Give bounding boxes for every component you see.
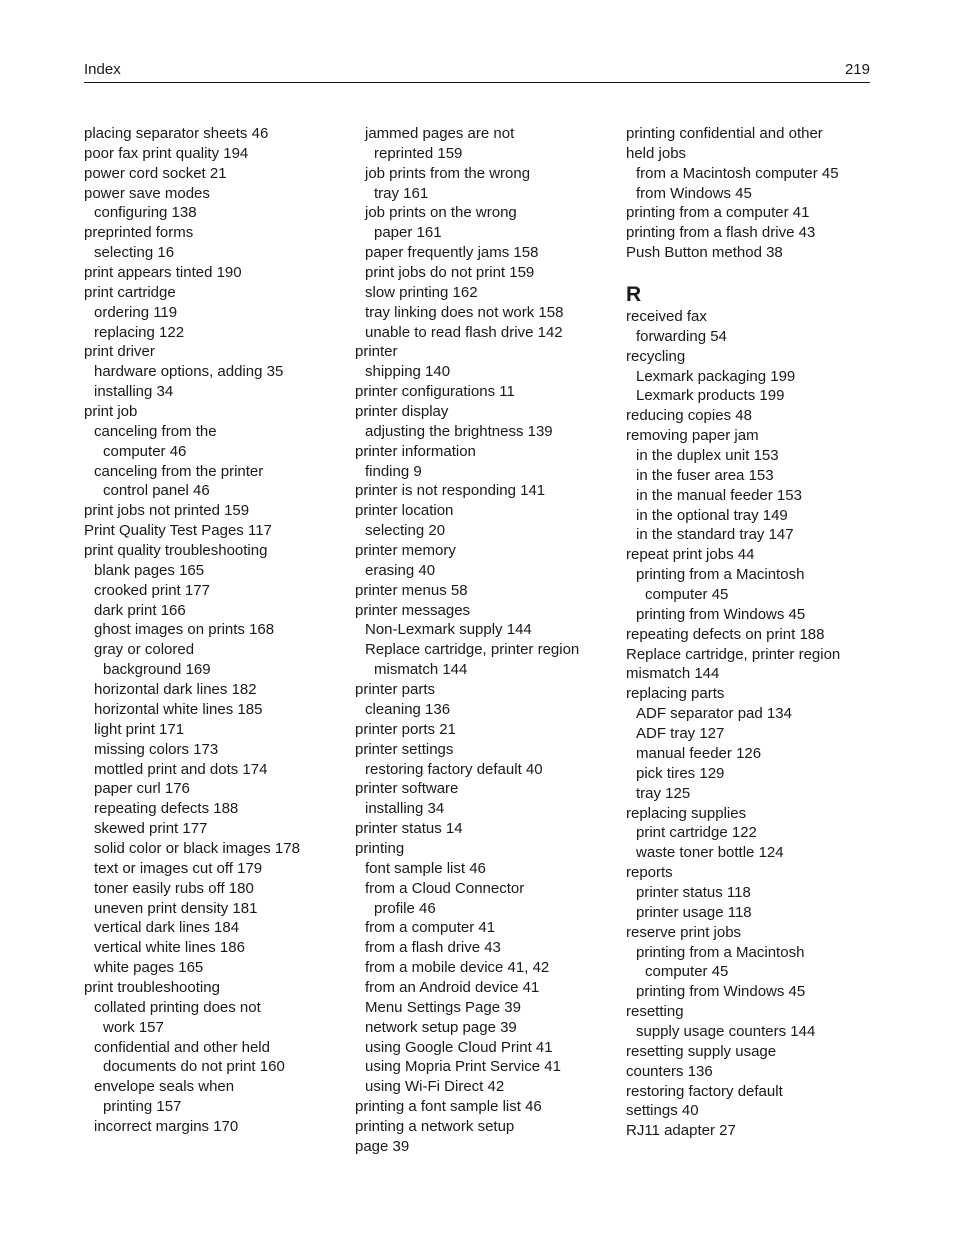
index-subentry: hardware options, adding 35 <box>94 363 284 381</box>
index-subentry: Replace cartridge, printer region <box>365 641 580 659</box>
index-entry: printing from a flash drive 43 <box>626 224 816 242</box>
index-subentry: cleaning 136 <box>365 700 451 718</box>
index-subentry: in the duplex unit 153 <box>636 447 779 465</box>
index-subentry: text or images cut off 179 <box>94 859 263 877</box>
index-subentry: shipping 140 <box>365 363 451 381</box>
index-entry: printer messages <box>355 601 471 619</box>
index-subentry: network setup page 39 <box>365 1018 517 1036</box>
index-subentry: blank pages 165 <box>94 561 205 579</box>
index-subentry: in the manual feeder 153 <box>636 486 802 504</box>
index-subentry: crooked print 177 <box>94 581 210 599</box>
index-subentry: font sample list 46 <box>365 859 486 877</box>
index-subentry: vertical white lines 186 <box>94 939 245 957</box>
index-subentry: forwarding 54 <box>636 327 727 345</box>
index-subentry: manual feeder 126 <box>636 744 762 762</box>
index-subentry: computer 45 <box>645 963 729 981</box>
section-title: Index <box>84 61 121 78</box>
index-entry: power save modes <box>84 184 210 202</box>
index-entry: print cartridge <box>84 283 176 301</box>
index-subentry: from a Cloud Connector <box>365 879 525 897</box>
index-entry: printer parts <box>355 681 436 699</box>
index-entry: printing <box>355 839 405 857</box>
index-subentry: Non-Lexmark supply 144 <box>365 621 532 639</box>
index-entry: replacing supplies <box>626 804 747 822</box>
index-subentry: job prints from the wrong <box>365 164 531 182</box>
index-entry: printer configurations 11 <box>355 383 515 401</box>
index-entry: Push Button method 38 <box>626 244 783 262</box>
index-subentry: envelope seals when <box>94 1078 235 1096</box>
index-entry: printer display <box>355 403 449 421</box>
index-subentry: from a Macintosh computer 45 <box>636 164 839 182</box>
index-subentry: ADF tray 127 <box>636 725 725 743</box>
index-subentry: uneven print density 181 <box>94 899 258 917</box>
index-entry: poor fax print quality 194 <box>84 144 249 162</box>
index-subentry: erasing 40 <box>365 561 436 579</box>
index-subentry: documents do not print 160 <box>103 1058 285 1076</box>
index-subentry: from a flash drive 43 <box>365 939 501 957</box>
index-entry: Replace cartridge, printer region <box>626 645 841 663</box>
index-entry: counters 136 <box>626 1062 713 1080</box>
index-subentry: selecting 20 <box>365 522 446 540</box>
index-subentry: jammed pages are not <box>365 125 515 142</box>
index-subentry: finding 9 <box>365 462 422 480</box>
page-number: 219 <box>844 61 870 78</box>
index-entry: restoring factory default <box>626 1082 783 1100</box>
index-entry: page 39 <box>355 1137 410 1155</box>
index-entry: printer ports 21 <box>355 720 456 738</box>
index-entry: preprinted forms <box>84 224 194 242</box>
index-subentry: canceling from the printer <box>94 462 264 480</box>
index-subentry: mottled print and dots 174 <box>94 760 268 778</box>
index-subentry: white pages 165 <box>94 959 204 977</box>
index-entry: replacing parts <box>626 685 725 703</box>
index-subentry: slow printing 162 <box>365 283 478 301</box>
index-subentry: paper 161 <box>374 224 442 242</box>
index-entry: RJ11 adapter 27 <box>626 1122 736 1140</box>
index-subentry: paper curl 176 <box>94 780 190 798</box>
index-subentry: light print 171 <box>94 720 185 738</box>
index-subentry: background 169 <box>103 661 211 679</box>
index-subentry: pick tires 129 <box>636 764 725 782</box>
index-subentry: supply usage counters 144 <box>636 1022 816 1040</box>
index-subentry: printer status 118 <box>636 883 751 901</box>
index-subentry: Menu Settings Page 39 <box>365 998 521 1016</box>
index-entry: printer status 14 <box>355 820 463 838</box>
index-subentry: profile 46 <box>374 899 436 917</box>
index-subentry: print cartridge 122 <box>636 824 757 842</box>
index-subentry: using Mopria Print Service 41 <box>365 1058 561 1076</box>
index-entry: print driver <box>84 343 155 361</box>
index-entry: printer is not responding 141 <box>355 482 546 500</box>
index-entry: printer software <box>355 780 459 798</box>
index-entry: print troubleshooting <box>84 978 220 996</box>
index-entry: reducing copies 48 <box>626 407 752 425</box>
index-entry: printer settings <box>355 740 454 758</box>
index-entry: mismatch 144 <box>626 665 720 683</box>
index-subentry: missing colors 173 <box>94 740 219 758</box>
index-entry: resetting <box>626 1003 684 1021</box>
index-entry: printing a network setup <box>355 1117 515 1135</box>
index-subentry: incorrect margins 170 <box>94 1117 239 1135</box>
index-subentry: tray 161 <box>374 184 429 202</box>
index-subentry: printer usage 118 <box>636 903 752 921</box>
index-subentry: from a mobile device 41, 42 <box>365 959 550 977</box>
index-subentry: restoring factory default 40 <box>365 760 543 778</box>
index-subentry: horizontal white lines 185 <box>94 700 263 718</box>
index-subentry: adjusting the brightness 139 <box>365 422 553 440</box>
index-subentry: print jobs do not print 159 <box>365 264 535 282</box>
index-entry: printer location <box>355 502 454 520</box>
index-subentry: work 157 <box>103 1018 164 1036</box>
index-subentry: installing 34 <box>365 800 445 818</box>
index-entry: repeat print jobs 44 <box>626 546 755 564</box>
index-subentry: configuring 138 <box>94 204 197 222</box>
index-subentry: repeating defects 188 <box>94 800 239 818</box>
index-subentry: toner easily rubs off 180 <box>94 879 254 897</box>
index-subentry: canceling from the <box>94 422 217 440</box>
index-entry: recycling <box>626 347 686 365</box>
index-subentry: unable to read flash drive 142 <box>365 323 563 341</box>
index-entry: held jobs <box>626 144 687 162</box>
index-subentry: in the optional tray 149 <box>636 506 788 524</box>
index-entry: settings 40 <box>626 1102 699 1120</box>
index-subentry: Lexmark products 199 <box>636 387 785 405</box>
index-column-1 <box>84 124 346 1137</box>
index-entry: printer menus 58 <box>355 581 468 599</box>
index-subentry: vertical dark lines 184 <box>94 919 240 937</box>
index-subentry: installing 34 <box>94 383 174 401</box>
index-entry: placing separator sheets 46 <box>84 125 269 142</box>
index-entry: printing a font sample list 46 <box>355 1098 542 1116</box>
index-letter-heading: R <box>626 283 642 307</box>
index-entry: Print Quality Test Pages 117 <box>84 522 272 540</box>
index-subentry: tray linking does not work 158 <box>365 303 564 321</box>
index-entry: received fax <box>626 308 707 326</box>
index-subentry: printing from a Macintosh <box>636 566 805 584</box>
index-subentry: ordering 119 <box>94 303 178 321</box>
index-entry: printer information <box>355 442 476 460</box>
index-entry: power cord socket 21 <box>84 164 227 182</box>
index-subentry: printing from a Macintosh <box>636 943 805 961</box>
index-entry: print jobs not printed 159 <box>84 502 250 520</box>
index-subentry: computer 45 <box>645 586 729 604</box>
index-subentry: in the standard tray 147 <box>636 526 794 544</box>
index-entry: reserve print jobs <box>626 923 742 941</box>
index-subentry: reprinted 159 <box>374 144 463 162</box>
index-subentry: solid color or black images 178 <box>94 839 300 857</box>
index-entry: removing paper jam <box>626 427 759 445</box>
index-entry: reports <box>626 864 673 882</box>
index-subentry: paper frequently jams 158 <box>365 244 539 262</box>
index-entry: printing from a computer 41 <box>626 204 810 222</box>
index-entry: repeating defects on print 188 <box>626 625 825 643</box>
index-subentry: in the fuser area 153 <box>636 466 774 484</box>
index-entry: printer memory <box>355 542 456 560</box>
index-subentry: confidential and other held <box>94 1038 270 1056</box>
index-entry: printing confidential and other <box>626 125 823 142</box>
index-subentry: control panel 46 <box>103 482 210 500</box>
index-subentry: tray 125 <box>636 784 691 802</box>
page-header <box>84 60 870 83</box>
index-subentry: using Google Cloud Print 41 <box>365 1038 553 1056</box>
index-column-2 <box>355 124 617 1157</box>
index-subentry: gray or colored <box>94 641 195 659</box>
index-subentry: computer 46 <box>103 442 187 460</box>
index-subentry: ADF separator pad 134 <box>636 705 792 723</box>
index-subentry: from a computer 41 <box>365 919 496 937</box>
index-subentry: dark print 166 <box>94 601 186 619</box>
index-entry: print appears tinted 190 <box>84 264 242 282</box>
index-subentry: horizontal dark lines 182 <box>94 681 257 699</box>
index-entry: printer <box>355 343 398 361</box>
index-subentry: from Windows 45 <box>636 184 752 202</box>
index-subentry: from an Android device 41 <box>365 978 540 996</box>
index-subentry: printing from Windows 45 <box>636 983 806 1001</box>
index-subentry: Lexmark packaging 199 <box>636 367 796 385</box>
index-subentry: mismatch 144 <box>374 661 468 679</box>
index-subentry: printing from Windows 45 <box>636 605 806 623</box>
index-entry: print job <box>84 403 138 421</box>
index-subentry: collated printing does not <box>94 998 261 1016</box>
index-subentry: waste toner bottle 124 <box>636 844 784 862</box>
index-entry: resetting supply usage <box>626 1042 777 1060</box>
index-column-3 <box>626 124 872 1141</box>
index-subentry: printing 157 <box>103 1098 182 1116</box>
index-subentry: skewed print 177 <box>94 820 208 838</box>
index-entry: print quality troubleshooting <box>84 542 268 560</box>
index-subentry: job prints on the wrong <box>365 204 517 222</box>
index-subentry: selecting 16 <box>94 244 175 262</box>
index-subentry: using Wi-Fi Direct 42 <box>365 1078 505 1096</box>
index-subentry: ghost images on prints 168 <box>94 621 275 639</box>
index-subentry: replacing 122 <box>94 323 185 341</box>
